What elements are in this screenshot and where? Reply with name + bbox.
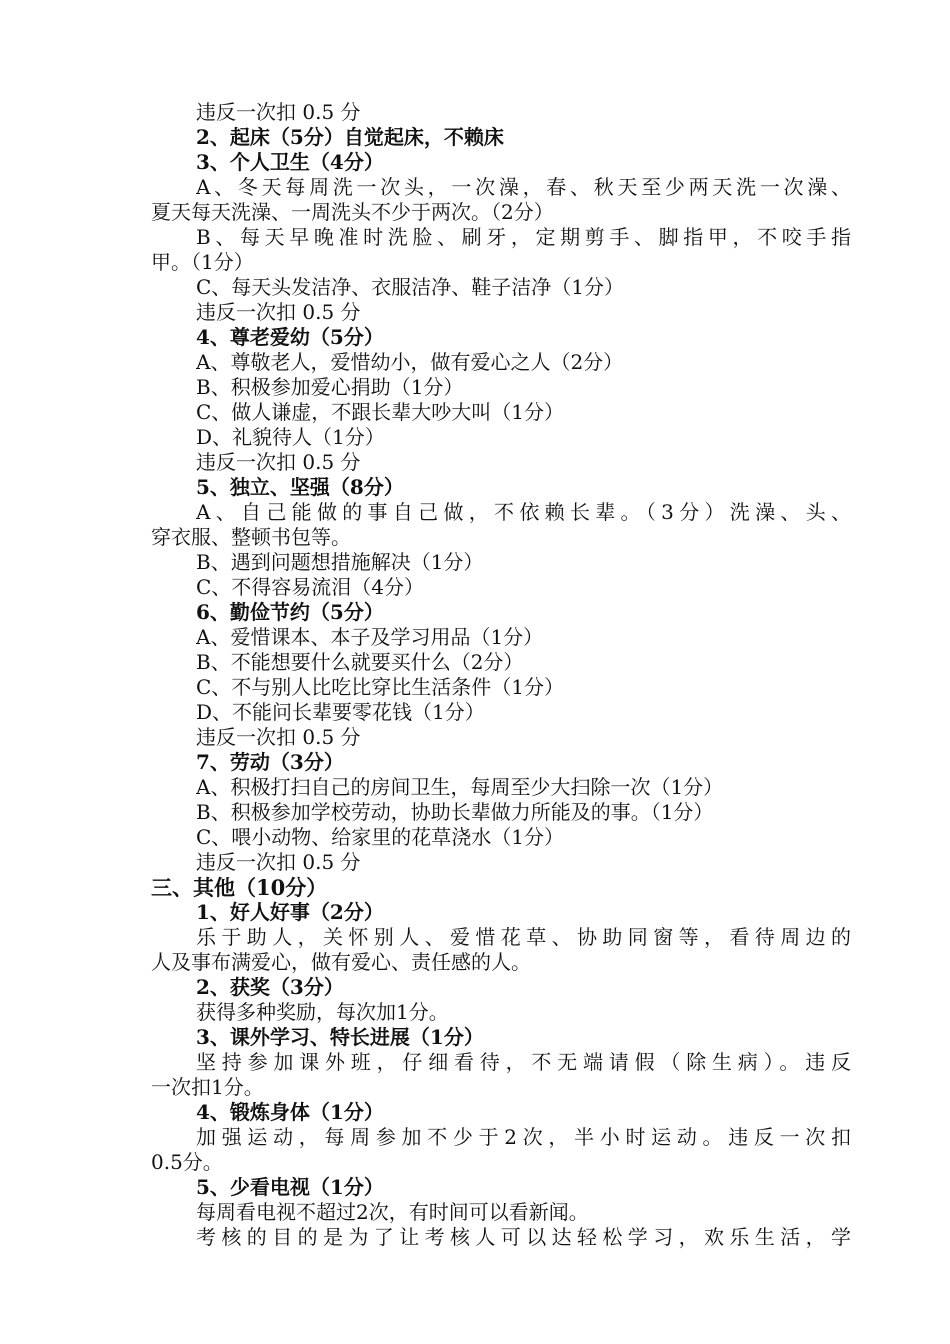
item-heading: 5、少看电视（1分）	[196, 1175, 384, 1199]
text-line: A、积极打扫自己的房间卫生，每周至少大扫除一次（1分）	[196, 775, 724, 799]
text-line: A、自己能做的事自己做，不依赖长辈。（3分）洗澡、头、	[196, 500, 851, 524]
text-line: A、尊敬老人，爱惜幼小，做有爱心之人（2分）	[196, 350, 624, 374]
text-line: 0.5分。	[151, 1150, 223, 1174]
text-line: B、遇到问题想措施解决（1分）	[196, 550, 484, 574]
text-line: 考核的目的是为了让考核人可以达轻松学习，欢乐生活，学	[196, 1225, 851, 1249]
text-line: C、喂小动物、给家里的花草浇水（1分）	[196, 825, 565, 849]
text-line: 违反一次扣 0.5 分	[196, 300, 361, 324]
text-line: 加强运动，每周参加不少于2次，半小时运动。违反一次扣	[196, 1125, 851, 1149]
text-line: C、做人谦虚，不跟长辈大吵大叫（1分）	[196, 400, 565, 424]
item-heading: 4、尊老爱幼（5分）	[196, 325, 384, 349]
text-line: C、不得容易流泪（4分）	[196, 575, 425, 599]
text-line: 乐于助人，关怀别人、爱惜花草、协助同窗等，看待周边的	[196, 925, 851, 949]
section-heading: 三、其他（10分）	[151, 875, 328, 900]
text-line: 穿衣服、整顿书包等。	[151, 525, 351, 549]
text-line: 违反一次扣 0.5 分	[196, 725, 361, 749]
text-line: B、积极参加学校劳动，协助长辈做力所能及的事。（1分）	[196, 800, 714, 824]
text-line: 一次扣1分。	[151, 1075, 264, 1099]
text-line: 违反一次扣 0.5 分	[196, 450, 361, 474]
item-heading: 7、劳动（3分）	[196, 750, 344, 774]
text-line: C、不与别人比吃比穿比生活条件（1分）	[196, 675, 565, 699]
text-line: C、每天头发洁净、衣服洁净、鞋子洁净（1分）	[196, 275, 625, 299]
item-heading: 4、锻炼身体（1分）	[196, 1100, 384, 1124]
text-line: 违反一次扣 0.5 分	[196, 100, 361, 124]
item-heading: 5、独立、坚强（8分）	[196, 475, 404, 499]
text-line: A、冬天每周洗一次头，一次澡，春、秋天至少两天洗一次澡、	[196, 175, 851, 199]
item-heading: 3、个人卫生（4分）	[196, 150, 384, 174]
item-heading: 3、课外学习、特长进展（1分）	[196, 1025, 484, 1049]
text-line: 获得多种奖励，每次加1分。	[196, 1000, 449, 1024]
item-heading: 2、起床（5分）自觉起床，不赖床	[196, 125, 504, 149]
text-line: 人及事布满爱心，做有爱心、责任感的人。	[151, 950, 531, 974]
item-heading: 1、好人好事（2分）	[196, 900, 384, 924]
text-line: B、积极参加爱心捐助（1分）	[196, 375, 464, 399]
text-line: B、每天早晚准时洗脸、刷牙，定期剪手、脚指甲，不咬手指	[196, 225, 851, 249]
text-line: 每周看电视不超过2次，有时间可以看新闻。	[196, 1200, 589, 1224]
text-line: 甲。（1分）	[151, 250, 254, 274]
text-line: D、不能问长辈要零花钱（1分）	[196, 700, 485, 724]
text-line: B、不能想要什么就要买什么（2分）	[196, 650, 524, 674]
item-heading: 6、勤俭节约（5分）	[196, 600, 384, 624]
text-line: A、爱惜课本、本子及学习用品（1分）	[196, 625, 544, 649]
text-line: 夏天每天洗澡、一周洗头不少于两次。（2分）	[151, 200, 554, 224]
text-line: 违反一次扣 0.5 分	[196, 850, 361, 874]
text-line: D、礼貌待人（1分）	[196, 425, 385, 449]
text-line: 坚持参加课外班，仔细看待，不无端请假（除生病）。违反	[196, 1050, 851, 1074]
item-heading: 2、获奖（3分）	[196, 975, 344, 999]
